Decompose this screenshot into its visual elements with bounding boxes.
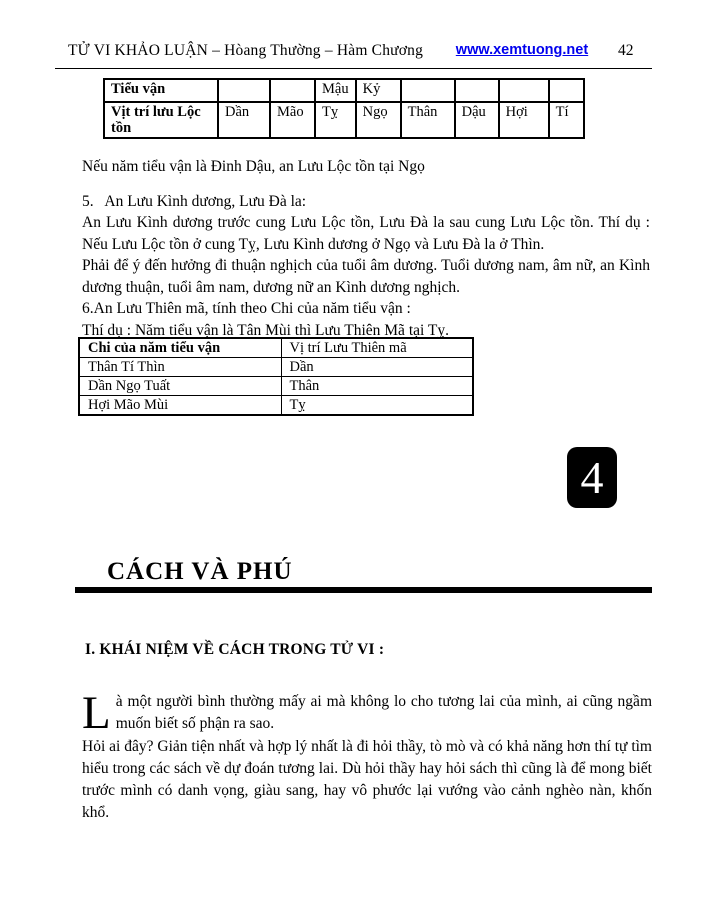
table-cell: Dần Ngọ Tuất	[79, 377, 281, 396]
paragraph-text: à một người bình thường mấy ai mà không lo cho tương lai của mình, ai cũng ngầm muốn biết số phận ra sao.	[115, 693, 652, 733]
table-cell: Mão	[270, 102, 315, 138]
section6-title: 6.An Lưu Thiên mã, tính theo Chi của năm tiểu vận :	[82, 300, 411, 317]
luu-thien-ma-table	[78, 337, 474, 416]
chapter-title-bar	[75, 587, 652, 593]
table-cell: Tỵ	[315, 102, 356, 138]
paragraph-note: Nếu năm tiểu vận là Đinh Dậu, an Lưu Lộc tồn tại Ngọ	[82, 158, 425, 175]
table-cell	[218, 79, 270, 102]
table-cell	[499, 79, 549, 102]
table-cell: Kỷ	[356, 79, 401, 102]
luu-loc-ton-table	[103, 78, 585, 139]
table-row	[104, 79, 584, 102]
table-cell: Dậu	[455, 102, 499, 138]
section6-example: Thí dụ : Năm tiểu vận là Tân Mùi thì Lưu Thiên Mã tại Tỵ.	[82, 321, 449, 339]
table-cell	[549, 79, 584, 102]
table-row	[79, 377, 473, 396]
table-cell: Tiểu vận	[104, 79, 218, 102]
table-cell	[270, 79, 315, 102]
table-row	[104, 102, 584, 138]
body-text-section	[82, 156, 650, 341]
table-cell: Ngọ	[356, 102, 401, 138]
table-cell: Thân	[401, 102, 455, 138]
section1-body	[82, 687, 652, 825]
section1-paragraph-1	[82, 687, 652, 739]
table-cell: Thân Tí Thìn	[79, 358, 281, 377]
table-cell: Vịt trí lưu Lộc tồn	[104, 102, 218, 138]
table-cell: Thân	[281, 377, 473, 396]
table-cell	[455, 79, 499, 102]
table-header-cell: Vị trí Lưu Thiên mã	[281, 338, 473, 358]
section5-title: 5. An Lưu Kình dương, Lưu Đà la:	[82, 192, 307, 210]
table-cell: Hợi Mão Mùi	[79, 396, 281, 416]
section5-paragraph-1: An Lưu Kình dương trước cung Lưu Lộc tồn, Lưu Đà la sau cung Lưu Lộc tồn. Thí dụ : Nếu Lưu Lộc tồn ở cung Tỵ, Lưu Kình dương ở Ngọ và Lưu Đà la ở Thìn.	[82, 214, 650, 253]
table-cell	[401, 79, 455, 102]
website-link[interactable]: www.xemtuong.net	[455, 42, 589, 58]
section1-heading: I. KHÁI NIỆM VỀ CÁCH TRONG TỬ VI :	[85, 641, 385, 658]
chapter-number: 4	[580, 451, 604, 503]
page-number: 42	[618, 42, 634, 59]
table-cell: Hợi	[499, 102, 549, 138]
table-cell: Dần	[218, 102, 270, 138]
section1-paragraph-2: Hỏi ai đây? Giản tiện nhất và hợp lý nhất là đi hỏi thầy, tò mò và có khả năng hơn thí tự tìm hiểu trong các sách về dự đoán tương lai. Dù hỏi thầy hay hỏi sách thì cũng là để mong biết trước mình có danh vọng, giàu sang, hay vô phước lại vướng vào cảnh nghèo nàn, khốn khổ.	[82, 737, 652, 822]
table-cell: Tí	[549, 102, 584, 138]
header-rule	[55, 68, 652, 69]
table-header-row	[79, 338, 473, 358]
chapter-title: CÁCH VÀ PHÚ	[107, 558, 293, 585]
drop-cap: L	[82, 687, 111, 739]
header-title: TỬ VI KHẢO LUẬN – Hòang Thường – Hàm Chương	[68, 42, 424, 59]
table-row	[79, 358, 473, 377]
table-row	[79, 396, 473, 416]
chapter-number-box	[567, 447, 617, 508]
table-cell: Tỵ	[281, 396, 473, 416]
section5-paragraph-2: Phải để ý đến hưởng đi thuận nghịch của tuổi âm dương. Tuổi dương nam, âm nữ, an Kình dương thuận, tuổi âm nam, dương nữ an Kình dương nghịch.	[82, 257, 650, 296]
table-cell: Mậu	[315, 79, 356, 102]
table-cell: Dần	[281, 358, 473, 377]
table-header-cell: Chi của năm tiểu vận	[79, 338, 281, 358]
